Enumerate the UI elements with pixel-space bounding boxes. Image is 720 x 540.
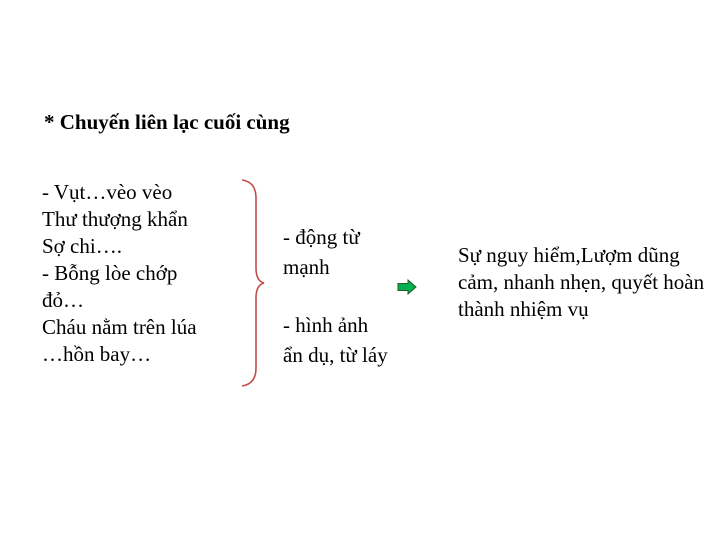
right-brace-icon: [238, 178, 268, 388]
analysis-item: - hình ảnh ẩn dụ, từ láy: [283, 313, 388, 367]
analysis-column: [283, 222, 393, 370]
quote-line: - Bỗng lòe chớp: [42, 261, 178, 285]
section-title: * Chuyến liên lạc cuối cùng: [44, 110, 290, 134]
quote-line: …hồn bay…: [42, 342, 152, 366]
conclusion-text: Sự nguy hiểm,Lượm dũng cảm, nhanh nhẹn, quyết hoàn thành nhiệm vụ: [458, 243, 705, 321]
quote-line: Cháu nằm trên lúa: [42, 315, 197, 339]
right-arrow-icon: [397, 279, 417, 295]
analysis-item: - động từ mạnh: [283, 225, 360, 279]
quote-line: đỏ…: [42, 288, 84, 312]
quote-line: Thư thượng khẩn: [42, 207, 188, 231]
quote-list: [42, 179, 242, 368]
quote-line: - Vụt…vèo vèo: [42, 180, 173, 204]
quote-line: Sợ chi….: [42, 234, 122, 258]
